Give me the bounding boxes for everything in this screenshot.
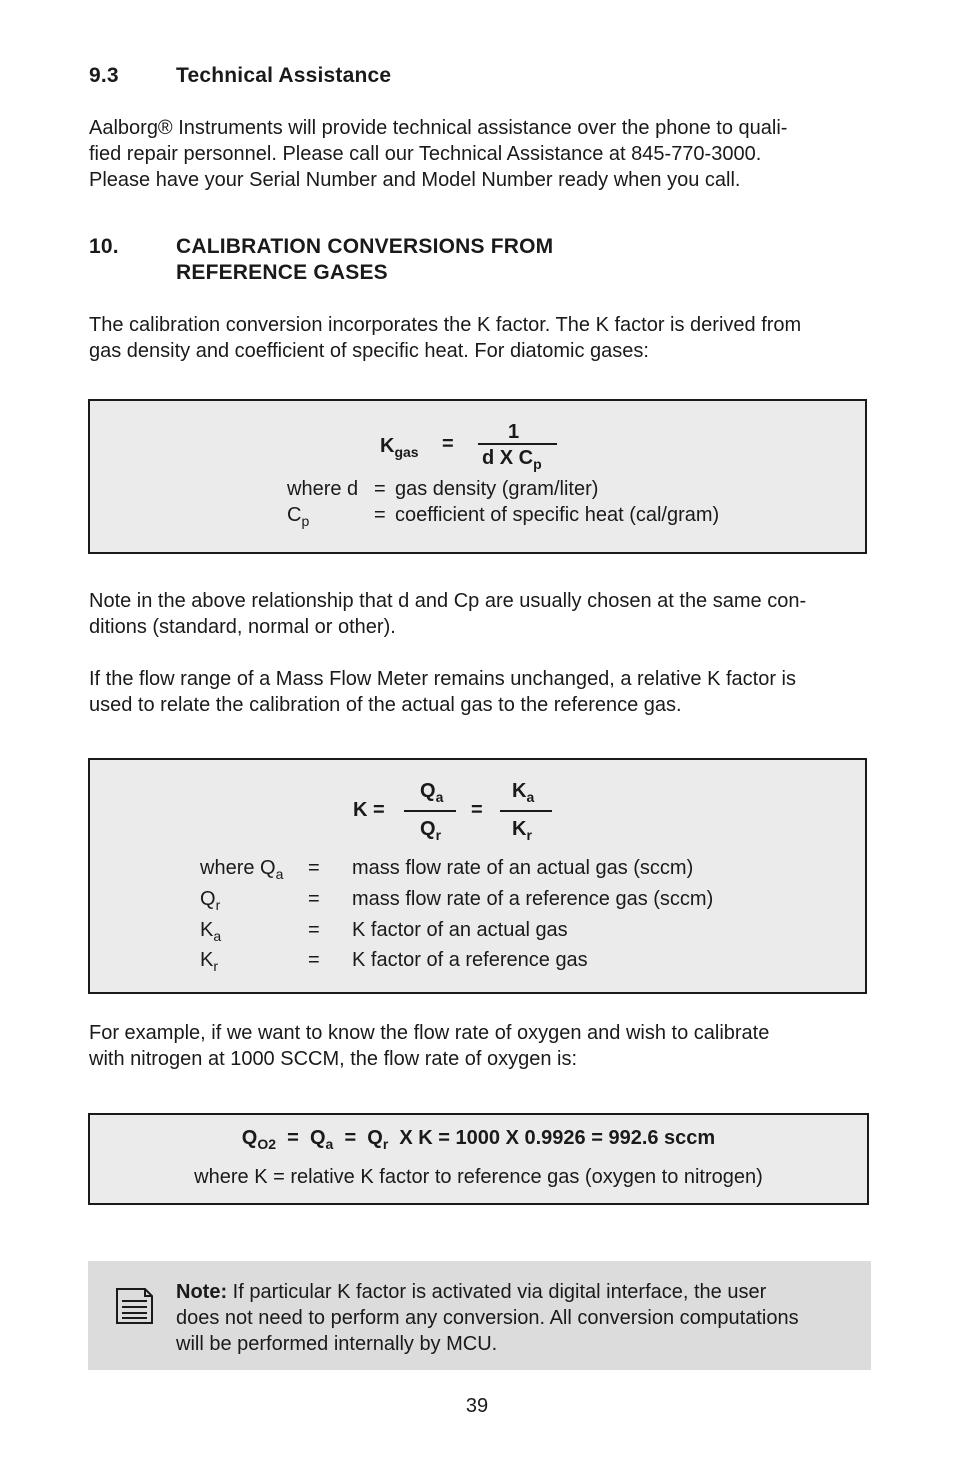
paragraph-line: ditions (standard, normal or other). <box>89 616 396 638</box>
where-equals: = <box>374 478 386 500</box>
where-term: $Q_r$ <box>200 888 221 913</box>
k-gas-formula-box <box>88 399 867 554</box>
fraction-numerator: 1 <box>508 421 520 443</box>
note-callout <box>88 1261 871 1370</box>
where-equals: = <box>308 919 320 941</box>
fraction1-denominator: $Q_r$ <box>420 818 442 843</box>
where-equals: = <box>308 857 320 879</box>
note-line: Note: If particular K factor is activated via digital interface, the user <box>176 1281 767 1303</box>
where-term: where d <box>287 478 359 500</box>
where-term: $K_r$ <box>200 949 219 974</box>
where-equals: = <box>374 504 386 526</box>
fraction2-denominator: $K_r$ <box>512 818 532 843</box>
where-term: $K_a$ <box>200 919 222 944</box>
k-gas-lhs: $K_{gas}$ <box>380 435 419 460</box>
paragraph-line: The calibration conversion incorporates the K factor. The K factor is derived from <box>89 314 802 336</box>
section-title-line-1: CALIBRATION CONVERSIONS FROM <box>176 235 554 258</box>
note-label: Note: <box>176 1281 228 1303</box>
paragraph-line: Aalborg® Instruments will provide technical assistance over the phone to quali- <box>89 117 788 139</box>
where-equals: = <box>308 949 320 971</box>
paragraph-line: fied repair personnel. Please call our Technical Assistance at 845-770-3000. <box>89 143 762 165</box>
section-number-9-3: 9.3 <box>89 64 119 87</box>
where-term: where $Q_a$ <box>200 857 284 882</box>
page-number: 39 <box>465 1395 489 1417</box>
fraction2-line <box>500 810 552 812</box>
paragraph-line: For example, if we want to know the flow rate of oxygen and wish to calibrate <box>89 1022 770 1044</box>
fraction-line <box>478 443 557 445</box>
fraction1-numerator: $Q_a$ <box>420 780 444 805</box>
where-description: K factor of an actual gas <box>352 919 568 941</box>
calibration-intro-paragraph <box>89 312 889 364</box>
equals-sign: = <box>471 799 483 821</box>
fraction2-numerator: $K_a$ <box>512 780 535 805</box>
paragraph-line: Please have your Serial Number and Model Number ready when you call. <box>89 169 741 191</box>
where-term: $C_p$ <box>287 504 310 529</box>
note-line: does not need to perform any conversion. All conversion computations <box>176 1307 799 1329</box>
note-document-icon <box>114 1286 156 1331</box>
oxygen-flow-equation: $Q_{O2} = Q_a = Q_r$ X K = 1000 X 0.9926 = 992.6 sccm <box>241 1127 716 1152</box>
note-text <box>176 1279 866 1357</box>
equals-sign: = <box>442 433 454 455</box>
where-description: gas density (gram/liter) <box>395 478 599 500</box>
oxygen-example-paragraph <box>89 1020 889 1072</box>
where-description: K factor of a reference gas <box>352 949 588 971</box>
section-number-10: 10. <box>89 235 119 258</box>
where-description: mass flow rate of a reference gas (sccm) <box>352 888 714 910</box>
paragraph-line: used to relate the calibration of the actual gas to the reference gas. <box>89 694 682 716</box>
where-description: mass flow rate of an actual gas (sccm) <box>352 857 694 879</box>
paragraph-line: with nitrogen at 1000 SCCM, the flow rate of oxygen is: <box>89 1048 578 1070</box>
section-title-technical-assistance: Technical Assistance <box>176 64 392 87</box>
relative-k-formula-box <box>88 758 867 994</box>
where-equals: = <box>308 888 320 910</box>
paragraph-line: If the flow range of a Mass Flow Meter remains unchanged, a relative K factor is <box>89 668 796 690</box>
section-title-line-2: REFERENCE GASES <box>176 261 388 284</box>
paragraph-line: gas density and coefficient of specific heat. For diatomic gases: <box>89 340 649 362</box>
technical-assistance-paragraph <box>89 115 889 193</box>
oxygen-calculation-box <box>88 1113 869 1205</box>
where-description: coefficient of specific heat (cal/gram) <box>395 504 720 526</box>
fraction-denominator: d X $C_p$ <box>482 447 542 472</box>
relative-k-definition: where K = relative K factor to reference gas (oxygen to nitrogen) <box>194 1166 763 1188</box>
cp-note-paragraph <box>89 588 889 640</box>
fraction1-line <box>404 810 456 812</box>
note-line: will be performed internally by MCU. <box>176 1333 498 1355</box>
relative-k-paragraph <box>89 666 889 718</box>
paragraph-line: Note in the above relationship that d and Cp are usually chosen at the same con- <box>89 590 807 612</box>
k-lhs: K = <box>353 799 385 821</box>
